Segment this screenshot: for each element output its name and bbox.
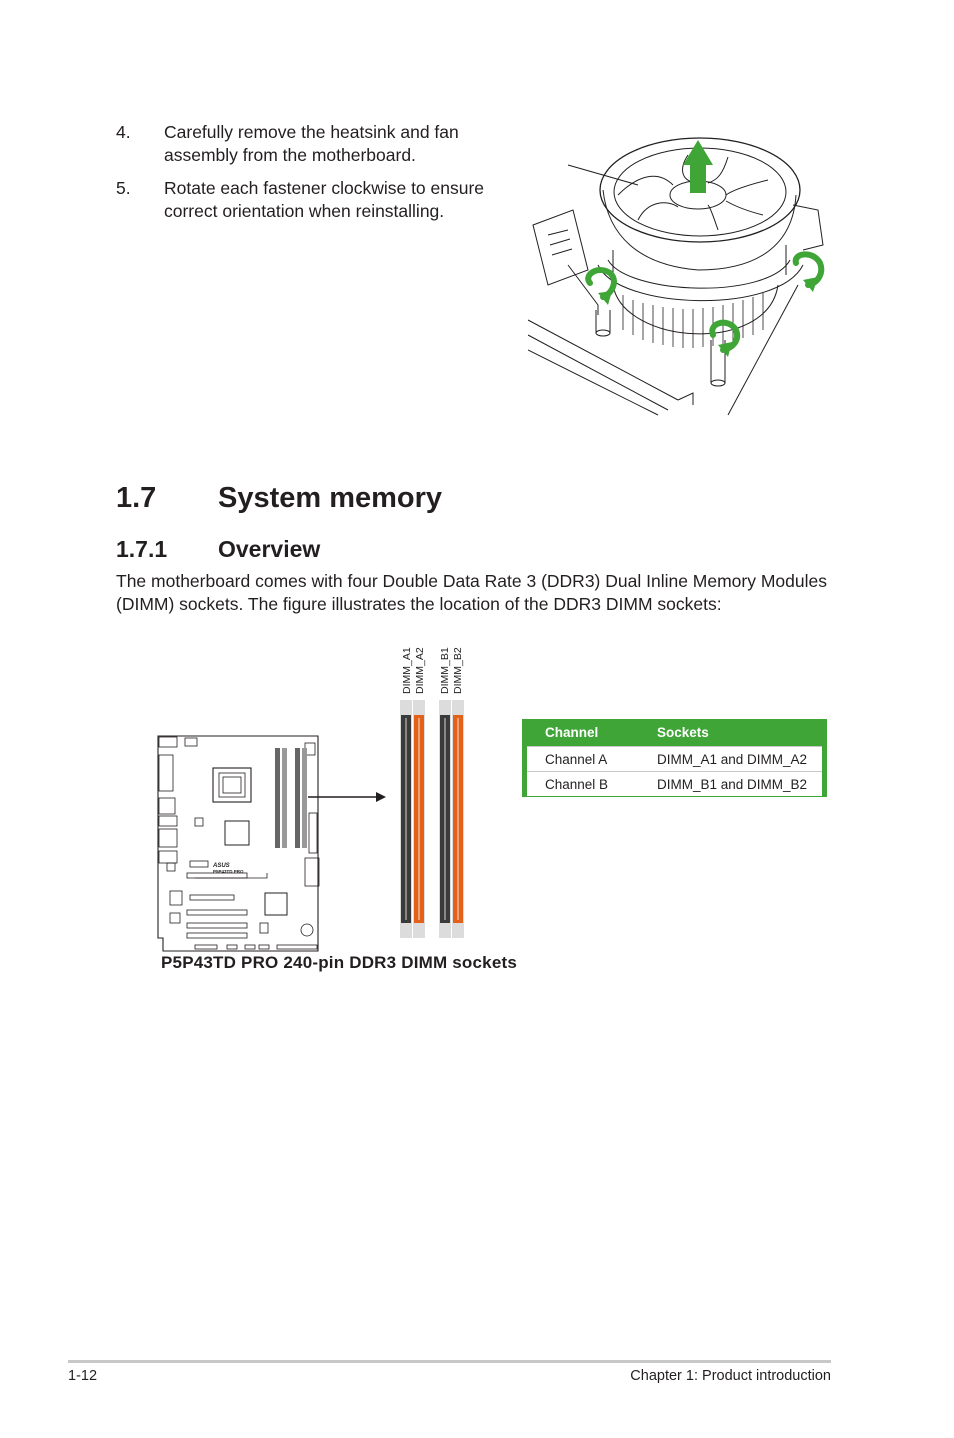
section-title: System memory <box>218 482 443 514</box>
table-cell: Channel A <box>527 747 639 772</box>
table-cell: DIMM_B1 and DIMM_B2 <box>639 772 822 797</box>
table-row <box>527 772 822 797</box>
section-number: 1.7 <box>116 482 157 514</box>
table-cell: Channel B <box>527 772 639 797</box>
board-logo: ASUS <box>213 863 230 869</box>
page-number: 1-12 <box>68 1368 98 1384</box>
footer-divider <box>68 1360 831 1363</box>
chapter-title: Chapter 1: Product introduction <box>630 1368 831 1384</box>
step-number: 5. <box>116 178 131 198</box>
dimm-label: DIMM_B1 <box>439 647 451 694</box>
table-row <box>527 747 822 772</box>
table-header: Sockets <box>657 725 709 740</box>
step-text: Rotate each fastener clockwise to ensure correct orientation when reinstalling. <box>164 178 485 221</box>
motherboard-layout-diagram <box>155 733 325 955</box>
board-model-label: P5P43TD PRO <box>213 869 244 874</box>
dimm-slots-detail <box>398 700 468 940</box>
intro-paragraph: The motherboard comes with four Double Data Rate 3 (DDR3) Dual Inline Memory Modules (DIMM) sockets. The figure illustrates the location of the DDR3 DIMM sockets: <box>116 571 827 614</box>
step-number: 4. <box>116 122 131 142</box>
table-header-row <box>527 719 822 747</box>
table-cell: DIMM_A1 and DIMM_A2 <box>639 747 822 772</box>
dimm-label: DIMM_B2 <box>452 647 464 694</box>
step-text: Carefully remove the heatsink and fan assembly from the motherboard. <box>164 122 459 165</box>
heatsink-removal-illustration <box>528 135 832 420</box>
dimm-label: DIMM_A1 <box>401 647 413 694</box>
figure-caption: P5P43TD PRO 240-pin DDR3 DIMM sockets <box>161 953 517 972</box>
channel-sockets-table <box>522 719 827 797</box>
dimm-label: DIMM_A2 <box>414 647 426 694</box>
subsection-number: 1.7.1 <box>116 536 168 562</box>
table-header: Channel <box>545 725 599 740</box>
pointer-arrow-icon <box>308 790 388 804</box>
subsection-title: Overview <box>218 536 321 562</box>
